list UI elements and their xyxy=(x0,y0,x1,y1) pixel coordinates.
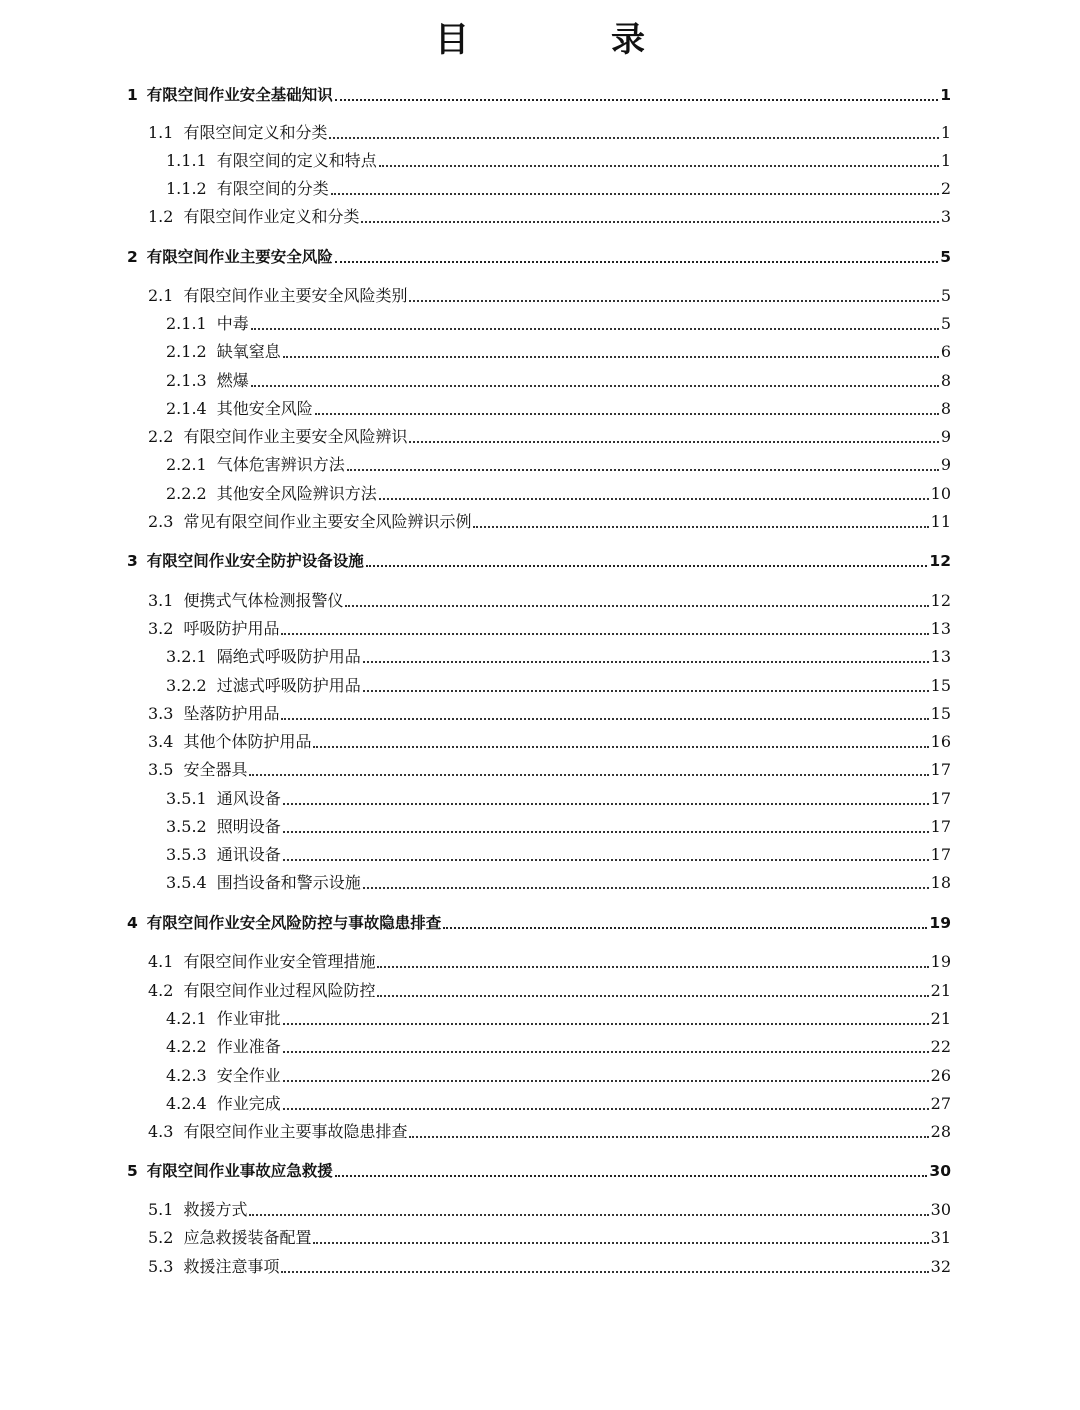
dot-leader xyxy=(329,137,938,139)
toc-entry-3-1[interactable] xyxy=(148,589,951,611)
toc-entry-page: 19 xyxy=(929,914,951,932)
dot-leader xyxy=(249,774,928,776)
dot-leader xyxy=(379,165,939,167)
toc-entry-title: 通讯设备 xyxy=(216,845,281,864)
toc-entry-number: 3.4 xyxy=(148,732,174,751)
toc-entry-title: 其他安全风险辨识方法 xyxy=(216,484,377,503)
toc-entry-title: 坠落防护用品 xyxy=(183,704,280,723)
toc-entry-title: 缺氧窒息 xyxy=(216,342,281,361)
dot-leader xyxy=(377,966,928,968)
dot-leader xyxy=(379,498,929,500)
toc-entry-page: 32 xyxy=(930,1257,951,1276)
toc-entry-number: 4.2.3 xyxy=(166,1066,207,1085)
toc-entry-2-2-1[interactable] xyxy=(166,453,951,475)
dot-leader xyxy=(347,469,939,471)
toc-entry-5[interactable] xyxy=(127,1159,951,1181)
toc-entry-title: 有限空间作业安全基础知识 xyxy=(146,86,333,104)
dot-leader xyxy=(283,1051,929,1053)
toc-entry-page: 26 xyxy=(930,1066,951,1085)
toc-entry-number: 3.5.2 xyxy=(166,817,207,836)
dot-leader xyxy=(283,803,929,805)
toc-entry-page: 17 xyxy=(930,760,951,779)
dot-leader xyxy=(283,859,929,861)
toc-entry-2-3[interactable] xyxy=(148,510,951,532)
toc-entry-number: 1.1.2 xyxy=(166,179,207,198)
toc-entry-2[interactable] xyxy=(127,245,951,267)
toc-entry-title: 有限空间作业主要安全风险 xyxy=(146,248,333,266)
toc-entry-page: 5 xyxy=(940,314,951,333)
dot-leader xyxy=(313,1242,928,1244)
dot-leader xyxy=(363,690,929,692)
toc-entry-2-1-4[interactable] xyxy=(166,397,951,419)
toc-entry-5-3[interactable] xyxy=(148,1255,951,1277)
dot-leader xyxy=(249,1214,928,1216)
toc-entry-number: 3.1 xyxy=(148,591,174,610)
toc-entry-number: 2.2.2 xyxy=(166,484,207,503)
toc-entry-number: 2.1.3 xyxy=(166,371,207,390)
toc-entry-title: 照明设备 xyxy=(216,817,281,836)
toc-entry-title: 围挡设备和警示设施 xyxy=(216,873,361,892)
toc-entry-title: 有限空间作业安全防护设备设施 xyxy=(146,552,364,570)
toc-entry-1[interactable] xyxy=(127,83,951,105)
toc-entry-title: 有限空间作业过程风险防控 xyxy=(183,981,376,1000)
toc-entry-title: 作业完成 xyxy=(216,1094,281,1113)
toc-entry-page: 10 xyxy=(930,484,951,503)
toc-entry-number: 1.1.1 xyxy=(166,151,207,170)
toc-entry-page: 15 xyxy=(930,676,951,695)
dot-leader xyxy=(251,385,939,387)
dot-leader xyxy=(377,995,928,997)
dot-leader xyxy=(315,413,939,415)
toc-entry-page: 13 xyxy=(930,647,951,666)
toc-entry-3-5[interactable] xyxy=(148,758,951,780)
dot-leader xyxy=(409,300,938,302)
toc-entry-number: 3.5 xyxy=(148,760,174,779)
toc-entry-3-5-2[interactable] xyxy=(166,815,951,837)
dot-leader xyxy=(283,1108,929,1110)
toc-entry-title: 呼吸防护用品 xyxy=(183,619,280,638)
toc-entry-number: 3.3 xyxy=(148,704,174,723)
dot-leader xyxy=(331,193,939,195)
toc-entry-title: 作业准备 xyxy=(216,1037,281,1056)
toc-entry-page: 9 xyxy=(940,427,951,446)
toc-entry-number: 2 xyxy=(127,248,138,266)
toc-entry-title: 其他安全风险 xyxy=(216,399,313,418)
toc-entry-3-2-2[interactable] xyxy=(166,674,951,696)
toc-entry-number: 3.2 xyxy=(148,619,174,638)
toc-entry-number: 4.2.2 xyxy=(166,1037,207,1056)
toc-entry-4-2-3[interactable] xyxy=(166,1064,951,1086)
toc-entry-page: 27 xyxy=(930,1094,951,1113)
toc-entry-title: 有限空间作业主要安全风险类别 xyxy=(183,286,408,305)
toc-entry-title: 气体危害辨识方法 xyxy=(216,455,345,474)
toc-entry-title: 燃爆 xyxy=(216,371,249,390)
toc-entry-title: 有限空间作业主要事故隐患排查 xyxy=(183,1122,408,1141)
toc-entry-title: 其他个体防护用品 xyxy=(183,732,312,751)
toc-entry-title: 隔绝式呼吸防护用品 xyxy=(216,647,361,666)
dot-leader xyxy=(409,441,938,443)
toc-entry-4-2[interactable] xyxy=(148,979,951,1001)
toc-entry-page: 6 xyxy=(940,342,951,361)
toc-entry-page: 30 xyxy=(930,1200,951,1219)
toc-entry-number: 2.3 xyxy=(148,512,174,531)
toc-entry-number: 2.1.2 xyxy=(166,342,207,361)
dot-leader xyxy=(281,633,928,635)
toc-entry-page: 13 xyxy=(930,619,951,638)
dot-leader xyxy=(283,1080,929,1082)
toc-entry-number: 4.2.1 xyxy=(166,1009,207,1028)
toc-entry-number: 1.2 xyxy=(148,207,174,226)
toc-entry-number: 4.3 xyxy=(148,1122,174,1141)
dot-leader xyxy=(473,526,928,528)
toc-entry-3-2[interactable] xyxy=(148,617,951,639)
toc-entry-number: 2.2.1 xyxy=(166,455,207,474)
toc-entry-number: 2.1.1 xyxy=(166,314,207,333)
toc-entry-title: 有限空间定义和分类 xyxy=(183,123,328,142)
toc-entry-3-3[interactable] xyxy=(148,702,951,724)
toc-entry-3-5-4[interactable] xyxy=(166,871,951,893)
dot-leader xyxy=(363,887,929,889)
toc-entry-4-2-2[interactable] xyxy=(166,1035,951,1057)
toc-entry-page: 22 xyxy=(930,1037,951,1056)
dot-leader xyxy=(335,261,938,263)
dot-leader xyxy=(251,328,939,330)
toc-entry-number: 3.5.4 xyxy=(166,873,207,892)
toc-entry-4-1[interactable] xyxy=(148,950,951,972)
toc-entry-number: 3.2.2 xyxy=(166,676,207,695)
dot-leader xyxy=(283,1023,929,1025)
toc-entry-title: 通风设备 xyxy=(216,789,281,808)
toc-entry-title: 有限空间作业主要安全风险辨识 xyxy=(183,427,408,446)
toc-entry-title: 有限空间的定义和特点 xyxy=(216,151,377,170)
toc-entry-2-1[interactable] xyxy=(148,284,951,306)
toc-entry-1-1[interactable] xyxy=(148,121,951,143)
toc-entry-title: 救援方式 xyxy=(183,1200,248,1219)
page-title: 目 录 xyxy=(435,20,699,60)
toc-entry-page: 3 xyxy=(940,207,951,226)
toc-entry-2-2-2[interactable] xyxy=(166,482,951,504)
dot-leader xyxy=(366,565,928,567)
toc-entry-page: 17 xyxy=(930,845,951,864)
toc-entry-3-4[interactable] xyxy=(148,730,951,752)
toc-entry-page: 2 xyxy=(940,179,951,198)
dot-leader xyxy=(335,99,938,101)
toc-entry-2-1-1[interactable] xyxy=(166,312,951,334)
toc-entry-number: 5.1 xyxy=(148,1200,174,1219)
dot-leader xyxy=(345,605,928,607)
toc-entry-page: 12 xyxy=(930,591,951,610)
toc-entry-page: 16 xyxy=(930,732,951,751)
toc-entry-number: 3 xyxy=(127,552,138,570)
toc-entry-number: 2.1 xyxy=(148,286,174,305)
toc-entry-title: 作业审批 xyxy=(216,1009,281,1028)
toc-entry-title: 应急救援装备配置 xyxy=(183,1228,312,1247)
toc-entry-4[interactable] xyxy=(127,911,951,933)
toc-entry-page: 5 xyxy=(940,286,951,305)
toc-entry-title: 中毒 xyxy=(216,314,249,333)
toc-entry-1-1-2[interactable] xyxy=(166,177,951,199)
dot-leader xyxy=(281,1271,928,1273)
toc-entry-4-2-1[interactable] xyxy=(166,1007,951,1029)
toc-entry-title: 有限空间的分类 xyxy=(216,179,329,198)
toc-entry-page: 12 xyxy=(929,552,951,570)
toc-entry-number: 1.1 xyxy=(148,123,174,142)
dot-leader xyxy=(281,718,928,720)
toc-entry-page: 1 xyxy=(940,86,951,104)
dot-leader xyxy=(363,661,929,663)
toc-entry-page: 15 xyxy=(930,704,951,723)
toc-entry-number: 3.5.3 xyxy=(166,845,207,864)
toc-entry-number: 4.2.4 xyxy=(166,1094,207,1113)
toc-entry-3-2-1[interactable] xyxy=(166,645,951,667)
dot-leader xyxy=(361,221,938,223)
dot-leader xyxy=(409,1136,928,1138)
dot-leader xyxy=(313,746,928,748)
toc-entry-page: 8 xyxy=(940,399,951,418)
toc-entry-title: 救援注意事项 xyxy=(183,1257,280,1276)
toc-entry-5-2[interactable] xyxy=(148,1226,951,1248)
toc-entry-number: 3.2.1 xyxy=(166,647,207,666)
toc-entry-3-5-1[interactable] xyxy=(166,787,951,809)
toc-entry-2-2[interactable] xyxy=(148,425,951,447)
toc-entry-title: 常见有限空间作业主要安全风险辨识示例 xyxy=(183,512,472,531)
toc-entry-title: 安全作业 xyxy=(216,1066,281,1085)
toc-entry-title: 有限空间作业安全风险防控与事故隐患排查 xyxy=(146,914,442,932)
dot-leader xyxy=(443,927,927,929)
toc-entry-page: 1 xyxy=(940,151,951,170)
toc-entry-number: 4.1 xyxy=(148,952,174,971)
toc-entry-title: 安全器具 xyxy=(183,760,248,779)
toc-entry-number: 5.2 xyxy=(148,1228,174,1247)
toc-entry-2-1-2[interactable] xyxy=(166,340,951,362)
toc-entry-page: 11 xyxy=(930,512,951,531)
toc-entry-1-2[interactable] xyxy=(148,205,951,227)
toc-entry-title: 便携式气体检测报警仪 xyxy=(183,591,344,610)
toc-entry-title: 过滤式呼吸防护用品 xyxy=(216,676,361,695)
toc-entry-page: 9 xyxy=(940,455,951,474)
toc-entry-number: 4 xyxy=(127,914,138,932)
toc-entry-4-3[interactable] xyxy=(148,1120,951,1142)
toc-entry-page: 1 xyxy=(940,123,951,142)
toc-entry-3[interactable] xyxy=(127,549,951,571)
toc-entry-number: 2.2 xyxy=(148,427,174,446)
toc-entry-number: 1 xyxy=(127,86,138,104)
toc-entry-page: 28 xyxy=(930,1122,951,1141)
toc-entry-page: 30 xyxy=(929,1162,951,1180)
toc-entry-title: 有限空间作业安全管理措施 xyxy=(183,952,376,971)
toc-entry-page: 31 xyxy=(930,1228,951,1247)
dot-leader xyxy=(335,1175,928,1177)
toc-entry-5-1[interactable] xyxy=(148,1198,951,1220)
toc-entry-number: 3.5.1 xyxy=(166,789,207,808)
toc-entry-page: 5 xyxy=(940,248,951,266)
toc-entry-number: 4.2 xyxy=(148,981,174,1000)
toc-entry-4-2-4[interactable] xyxy=(166,1092,951,1114)
toc-entry-page: 19 xyxy=(930,952,951,971)
toc-entry-1-1-1[interactable] xyxy=(166,149,951,171)
toc-entry-page: 21 xyxy=(930,1009,951,1028)
toc-entry-page: 21 xyxy=(930,981,951,1000)
toc-entry-page: 8 xyxy=(940,371,951,390)
toc-entry-2-1-3[interactable] xyxy=(166,369,951,391)
toc-entry-title: 有限空间作业定义和分类 xyxy=(183,207,360,226)
toc-entry-page: 17 xyxy=(930,789,951,808)
dot-leader xyxy=(283,356,939,358)
toc-entry-title: 有限空间作业事故应急救援 xyxy=(146,1162,333,1180)
toc-entry-number: 2.1.4 xyxy=(166,399,207,418)
toc-entry-page: 18 xyxy=(930,873,951,892)
toc-entry-3-5-3[interactable] xyxy=(166,843,951,865)
toc-entry-page: 17 xyxy=(930,817,951,836)
toc-entry-number: 5.3 xyxy=(148,1257,174,1276)
toc-entry-number: 5 xyxy=(127,1162,138,1180)
dot-leader xyxy=(283,831,929,833)
